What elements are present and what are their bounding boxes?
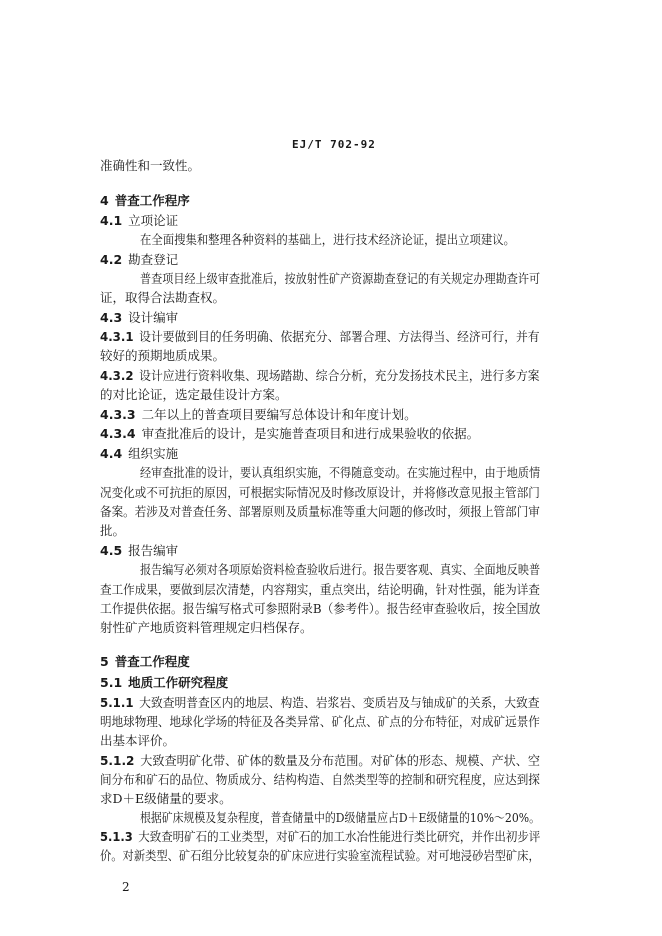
subsection-heading: 5.1 地质工作研究程度	[100, 675, 229, 690]
text-line: 根据矿床规模及复杂程度，普查储量中的D级储量应占D＋E级储量的10%～20%。	[140, 810, 540, 825]
text-line: 批。	[100, 523, 126, 538]
text-line: 经审查批准的设计，要认真组织实施，不得随意变动。在实施过程中，由于地质情	[140, 465, 541, 480]
text-line: 准确性和一致性。	[100, 158, 201, 173]
clause-line: 4.3.2 设计应进行资料收集、现场踏勘、综合分析，充分发扬技术民主，进行多方案	[100, 368, 540, 383]
text-line: 报告编写必须对各项原始资料检查验收后进行。报告要客观、真实、全面地反映普	[140, 562, 541, 577]
clause-line: 5.1.3 大致查明矿石的工业类型，对矿石的加工水冶性能进行类比研究，并作出初步评	[100, 829, 541, 844]
text-line: 证，取得合法勘查权。	[100, 290, 226, 305]
section-heading: 5 普查工作程度	[100, 654, 190, 669]
clause-line: 4.3.1 设计要做到目的任务明确、依据充分、部署合理、方法得当、经济可行，并有	[100, 329, 540, 344]
text-line: 查工作成果，要做到层次清楚，内容翔实，重点突出，结论明确，针对性强，能为详查	[100, 582, 540, 597]
subsection-heading: 4.4 组织实施	[100, 446, 179, 461]
section-heading: 4 普查工作程序	[100, 193, 190, 208]
text-line: 价。对新类型、矿石组分比较复杂的矿床应进行实验室流程试验。对可地浸砂岩型矿床，	[100, 848, 540, 863]
subsection-heading: 4.1 立项论证	[100, 213, 179, 228]
text-line: 普查项目经上级审查批准后，按放射性矿产资源勘查登记的有关规定办理勘查许可	[140, 271, 541, 286]
text-line: 的对比论证，选定最佳设计方案。	[100, 387, 288, 402]
text-line: 备案。若涉及对普查任务、部署原则及质量标准等重大问题的修改时，须报上管部门审	[100, 504, 540, 519]
clause-line: 4.3.4 审查批准后的设计，是实施普查项目和进行成果验收的依据。	[100, 426, 480, 441]
text-line: 较好的预期地质成果。	[100, 348, 226, 363]
subsection-heading: 4.5 报告编审	[100, 543, 179, 558]
standard-code-header: EJ/T 702-92	[292, 138, 376, 151]
text-line: 射性矿产地质资料管理规定归档保存。	[100, 620, 313, 635]
text-line: 出基本评价。	[100, 733, 176, 748]
page-number: 2	[122, 880, 130, 894]
text-line: 求D＋E级储量的要求。	[100, 791, 232, 806]
clause-line: 5.1.1 大致查明普查区内的地层、构造、岩浆岩、变质岩及与铀成矿的关系，大致查	[100, 695, 540, 710]
text-line: 间分布和矿石的品位、物质成分、结构构造、自然类型等的控制和研究程度，应达到探	[100, 772, 540, 787]
text-line: 况变化或不可抗拒的原因，可根据实际情况及时修改原设计，并将修改意见报主管部门	[100, 485, 540, 500]
clause-line: 5.1.2 大致查明矿化带、矿体的数量及分布范围。对矿体的形态、规模、产状、空	[100, 753, 541, 768]
text-line: 明地球物理、地球化学场的特征及各类异常、矿化点、矿点的分布特征，对成矿远景作	[100, 714, 540, 729]
clause-line: 4.3.3 二年以上的普查项目要编写总体设计和年度计划。	[100, 407, 417, 422]
text-line: 在全面搜集和整理各种资料的基础上，进行技术经济论证，提出立项建议。	[140, 232, 515, 247]
subsection-heading: 4.2 勘查登记	[100, 252, 179, 267]
text-line: 工作提供依据。报告编写格式可参照附录B（参考件）。报告经审查验收后，按全国放	[100, 601, 541, 616]
subsection-heading: 4.3 设计编审	[100, 310, 179, 325]
